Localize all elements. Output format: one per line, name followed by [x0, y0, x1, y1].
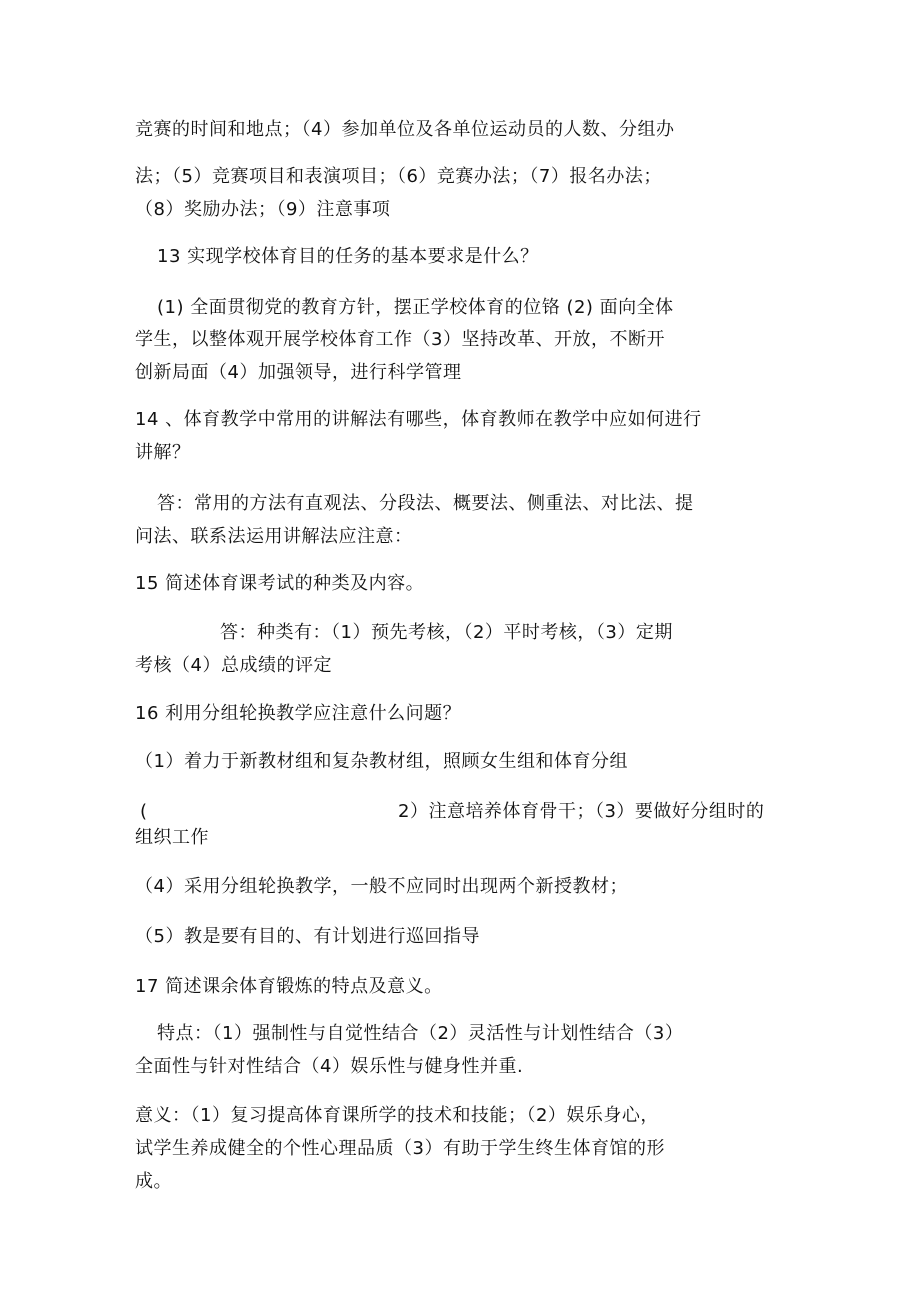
text-line: 法；（5）竞赛项目和表演项目；（6）竞赛办法；（7）报名办法；	[135, 166, 662, 187]
text-line: 考核（4）总成绩的评定	[135, 655, 332, 676]
text-line: （5）教是要有目的、有计划进行巡回指导	[135, 926, 480, 947]
text-line: 竞赛的时间和地点；（4）参加单位及各单位运动员的人数、分组办	[135, 119, 675, 140]
text-line: 成。	[135, 1171, 172, 1192]
text-line: 学生，以整体观开展学校体育工作（3）坚持改革、开放，不断开	[135, 329, 665, 350]
text-line: 答：种类有：（1）预先考核，（2）平时考核，（3）定期	[220, 622, 673, 643]
text-line: 组织工作	[135, 827, 209, 848]
question-heading: 13 实现学校体育目的任务的基本要求是什么？	[157, 246, 539, 267]
text-line: 全面性与针对性结合（4）娱乐性与健身性并重.	[135, 1056, 524, 1077]
text-line: (	[140, 801, 148, 822]
question-heading: 17 简述课余体育锻炼的特点及意义。	[135, 976, 443, 997]
text-line: 特点：（1）强制性与自觉性结合（2）灵活性与计划性结合（3）	[157, 1023, 684, 1044]
text-line: 创新局面（4）加强领导，进行科学管理	[135, 362, 462, 383]
question-heading: 14 、体育教学中常用的讲解法有哪些，体育教师在教学中应如何进行	[135, 409, 702, 430]
text-line: （1）着力于新教材组和复杂教材组，照顾女生组和体育分组	[135, 751, 628, 772]
text-line: （4）采用分组轮换教学，一般不应同时出现两个新授教材；	[135, 876, 628, 897]
text-line: 答：常用的方法有直观法、分段法、概要法、侧重法、对比法、提	[157, 493, 694, 514]
text-line: 意义：（1）复习提高体育课所学的技术和技能；（2）娱乐身心，	[135, 1105, 659, 1126]
question-heading: 16 利用分组轮换教学应注意什么问题？	[135, 703, 462, 724]
text-line: 2）注意培养体育骨干；（3）要做好分组时的	[398, 801, 765, 822]
question-heading: 讲解？	[135, 442, 191, 463]
text-line: （8）奖励办法；（9）注意事项	[135, 199, 391, 220]
text-line: 试学生养成健全的个性心理品质（3）有助于学生终生体育馆的形	[135, 1138, 665, 1159]
text-line: (1) 全面贯彻党的教育方针，摆正学校体育的位铬 (2) 面向全体	[157, 297, 674, 318]
text-line: 问法、联系法运用讲解法应注意：	[135, 526, 413, 547]
question-heading: 15 简述体育课考试的种类及内容。	[135, 573, 425, 594]
